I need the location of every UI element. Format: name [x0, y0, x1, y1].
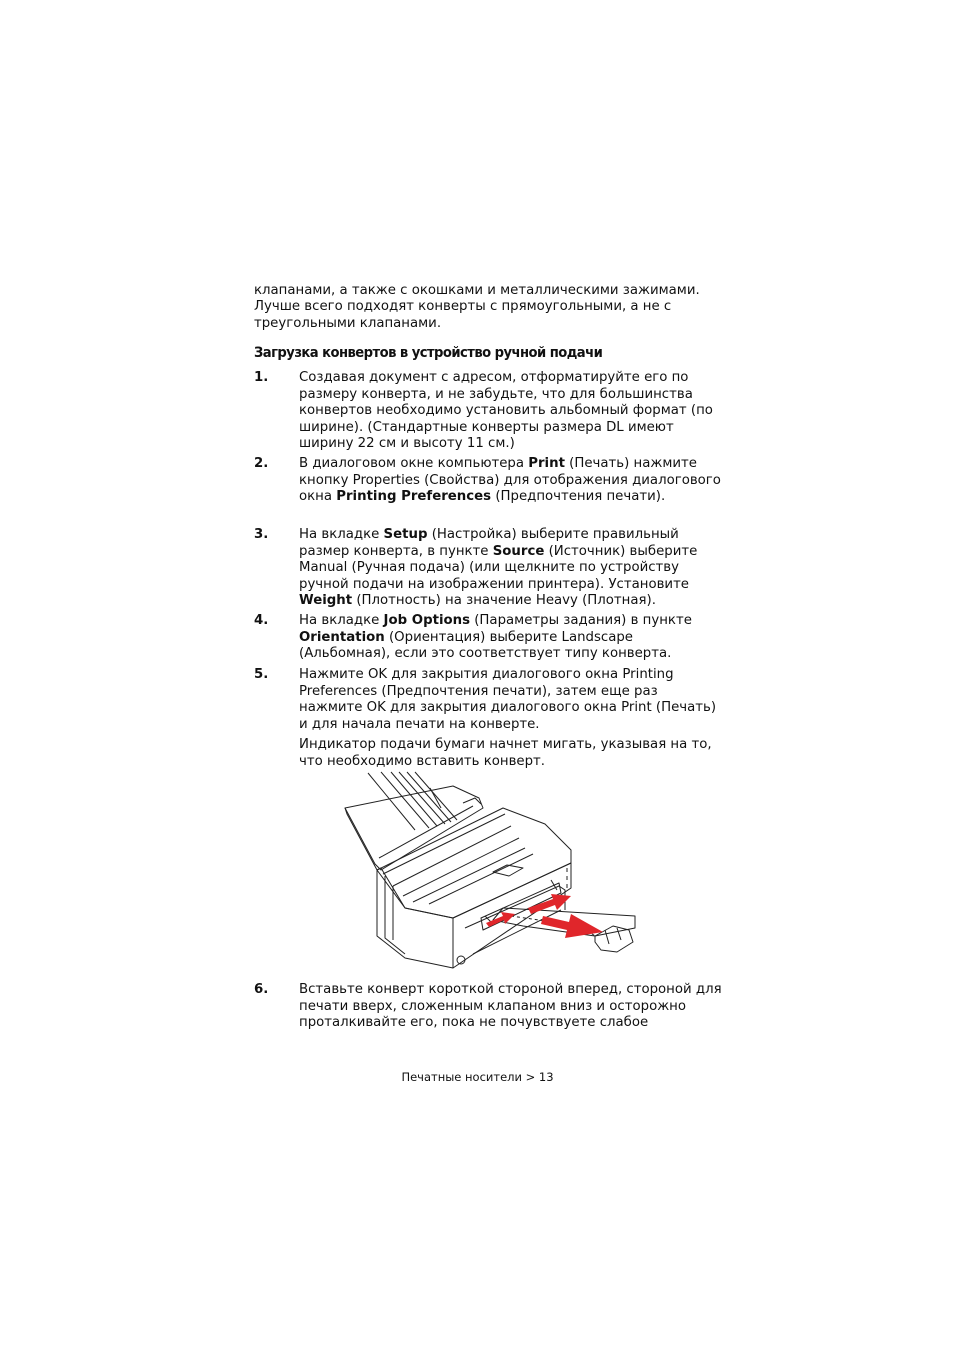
section-heading: Загрузка конвертов в устройство ручной подачи	[254, 345, 603, 361]
step-text	[299, 667, 724, 733]
intro-paragraph: клапанами, а также с окошками и металлическими зажимами. Лучше всего подходят конверты с прямоугольными, а не с треугольными клапанами.	[254, 283, 700, 331]
text-run: (Плотность) на значение Heavy (Плотная).	[352, 593, 656, 608]
text-run: На вкладке	[299, 613, 384, 628]
bold-term: Source	[492, 543, 545, 559]
text-run: (Настройка) выберите правильный размер конверта, в пункте	[299, 527, 679, 559]
step-text	[299, 613, 724, 663]
step-number: 5.	[254, 667, 269, 682]
text-run: Создавая документ с адресом, отформатируйте его по размеру конверта, и не забудьте, что для большинства конвертов необходимо установить альбомный формат (по ширине). (Стандартные конверты размера DL имеют ширину 22 см и высоту 11 см.)	[299, 370, 713, 451]
text-run: Вставьте конверт короткой стороной вперед, стороной для печати вверх, сложенным клапаном вниз и осторожно проталкивайте его, пока не почувствуете слабое	[299, 982, 722, 1030]
text-run: (Источник) выберите Manual (Ручная подача) (или щелкните по устройству ручной подачи на изображении принтера). Установите	[299, 543, 698, 592]
printer-envelope-illustration	[333, 768, 643, 978]
step-text	[299, 456, 724, 506]
text-run: (Предпочтения печати).	[491, 489, 666, 504]
bold-term: Weight	[299, 593, 353, 608]
text-run: (Ориентация) выберите Landscape (Альбомная), если это соответствует типу конверта.	[299, 629, 672, 661]
step-number: 1.	[254, 370, 269, 385]
text-run: Нажмите OK для закрытия диалогового окна Printing Preferences (Предпочтения печати), затем еще раз нажмите OK для закрытия диалогового окна Print (Печать) и для начала печати на конверте.	[299, 667, 717, 732]
step-number: 2.	[254, 456, 269, 471]
step-text	[299, 527, 724, 610]
text-run: На вкладке	[299, 527, 384, 542]
bold-term: Print	[528, 456, 565, 471]
step-number: 6.	[254, 982, 269, 997]
bold-term: Job Options	[383, 613, 471, 628]
bold-term: Printing Preferences	[336, 489, 492, 504]
page-footer: Печатные носители > 13	[401, 1070, 554, 1084]
bold-term: Orientation	[299, 629, 385, 645]
bold-term: Setup	[383, 527, 428, 542]
text-run: (Параметры задания) в пункте	[470, 613, 692, 628]
step-number: 3.	[254, 527, 269, 542]
step-number: 4.	[254, 613, 269, 628]
step-text	[299, 370, 724, 453]
text-run: В диалоговом окне компьютера	[299, 456, 529, 471]
step-text	[299, 982, 724, 1032]
step-5-note: Индикатор подачи бумаги начнет мигать, указывая на то, что необходимо вставить конверт.	[299, 737, 712, 769]
text-run: (Печать) нажмите кнопку Properties (Свойства) для отображения диалогового окна	[299, 456, 721, 504]
